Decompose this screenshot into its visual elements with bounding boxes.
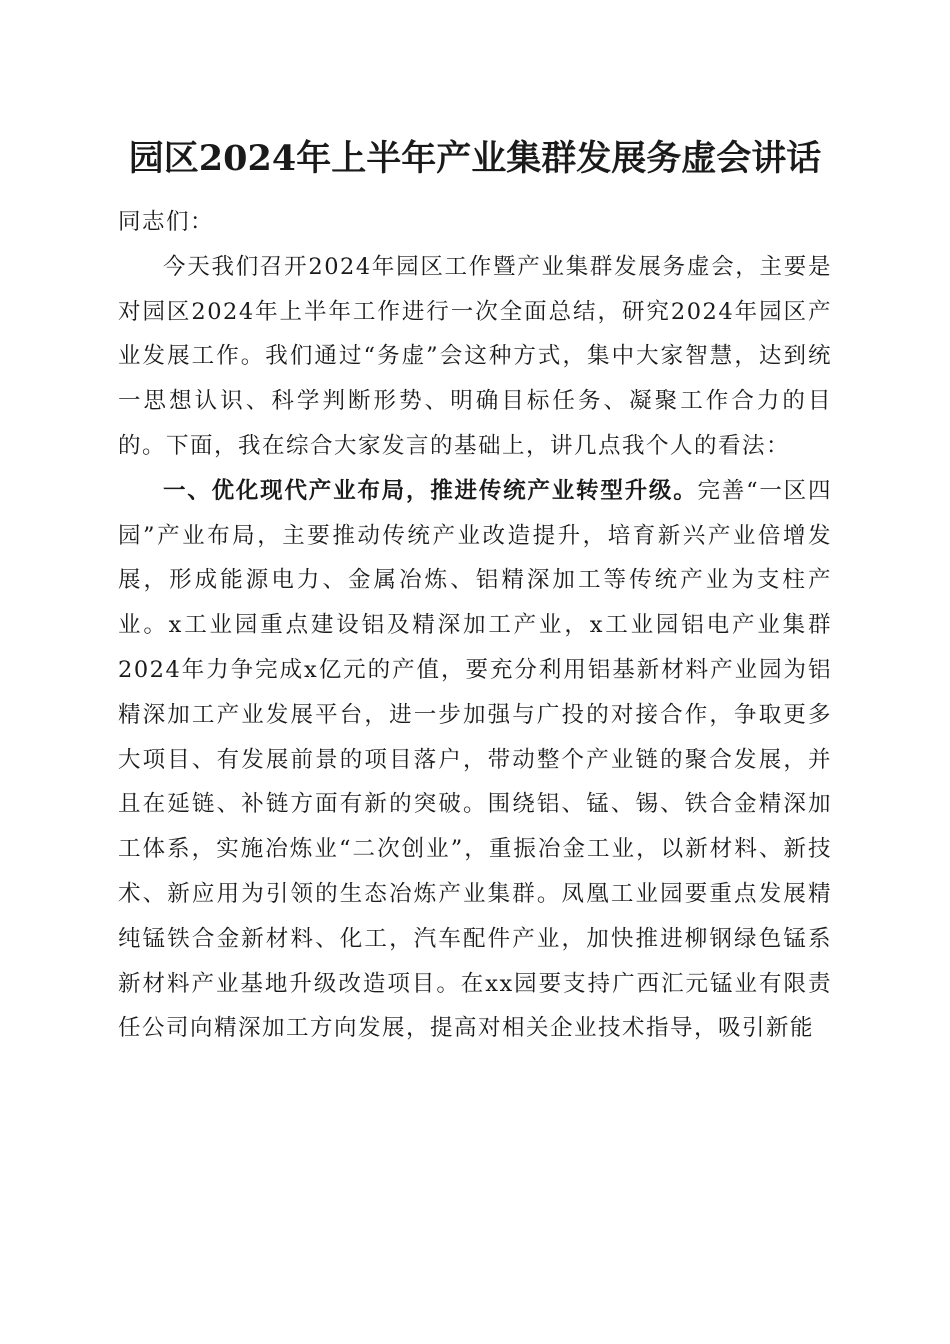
paragraph-intro [118, 245, 832, 469]
document-body [118, 200, 832, 1051]
document-title: 园区2024年上半年产业集群发展务虚会讲话 [128, 138, 822, 179]
section-heading: 一、优化现代产业布局，推进传统产业转型升级。 [163, 477, 698, 504]
paragraph-text: 完善“一区四园”产业布局，主要推动传统产业改造提升，培育新兴产业倍增发展，形成能源电力、金属冶炼、铝精深加工等传统产业为支柱产业。x工业园重点建设铝及精深加工产业，x工业园铝电产业集群2024年力争完成x亿元的产值，要充分利用铝基新材料产业园为铝精深加工产业发展平台，进一步加强与广投的对接合作，争取更多大项目、有发展前景的项目落户，带动整个产业链的聚合发展，并且在延链、补链方面有新的突破。围绕铝、锰、锡、铁合金精深加工体系，实施冶炼业“二次创业”，重振冶金工业，以新材料、新技术、新应用为引领的生态冶炼产业集群。凤凰工业园要重点发展精纯锰铁合金新材料、化工，汽车配件产业，加快推进柳钢绿色锰系新材料产业基地升级改造项目。在xx园要支持广西汇元锰业有限责任公司向精深加工方向发展，提高对相关企业技术指导，吸引新能 [118, 477, 832, 1042]
paragraph-text: 今天我们召开2024年园区工作暨产业集群发展务虚会，主要是对园区2024年上半年工作进行一次全面总结，研究2024年园区产业发展工作。我们通过“务虚”会这种方式，集中大家智慧，达到统一思想认识、科学判断形势、明确目标任务、凝聚工作合力的目的。下面，我在综合大家发言的基础上，讲几点我个人的看法： [118, 253, 832, 459]
paragraph-section-one [118, 469, 832, 1051]
salutation: 同志们： [118, 209, 215, 235]
